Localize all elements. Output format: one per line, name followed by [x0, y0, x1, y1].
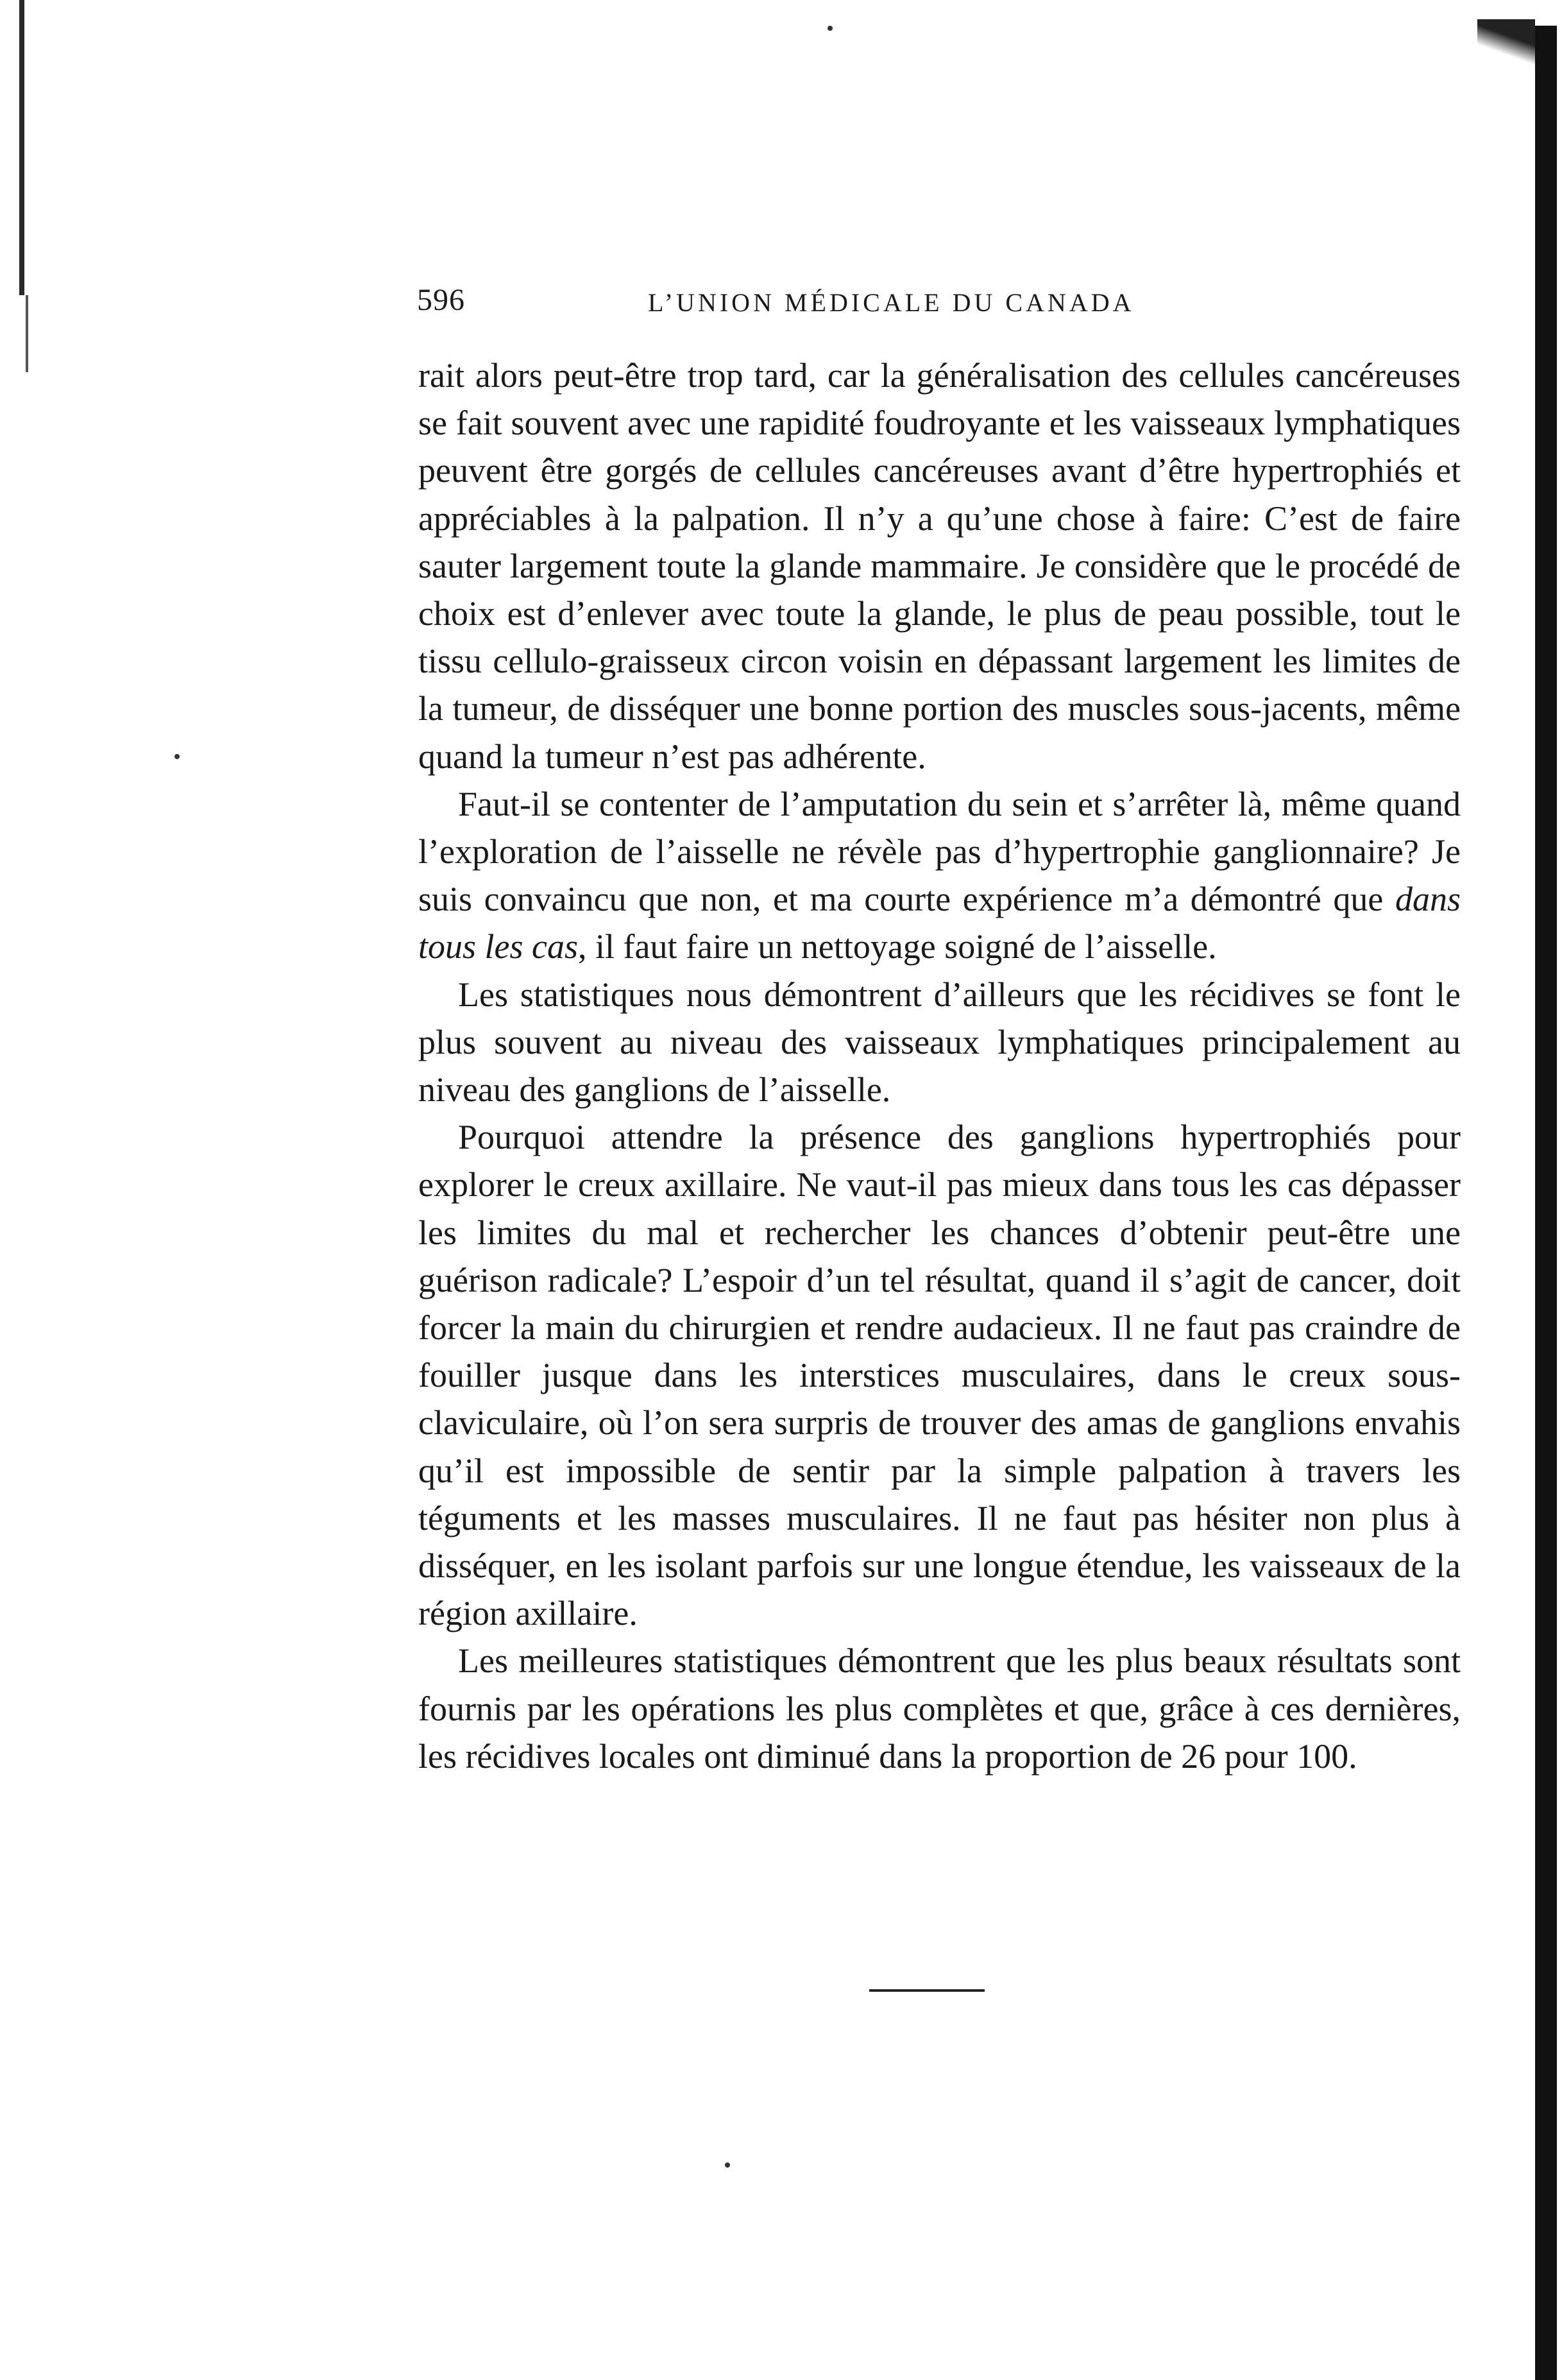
- paragraph: [418, 352, 1461, 780]
- scan-edge-right-corner: [1477, 19, 1535, 64]
- scan-edge-right: [1535, 26, 1557, 2380]
- scan-speck: [725, 2162, 730, 2168]
- text-run: rait alors peut-être trop tard, car la généralisation des cellules cancéreuses se fait souvent avec une rapidité foudroyante et les vaisseaux lymphatiques peuvent être gorgés de cellules cancéreuses avant d’être hypertrophiés et appréciables à la palpation. Il n’y a qu’une chose à faire: C’est de faire sauter largement toute la glande mammaire. Je considère que le procédé de choix est d’enlever avec toute la glande, le plus de peau possible, tout le tissu cellulo-graisseux circon voisin en dépassant largement les limites de la tumeur, de disséquer une bonne portion des muscles sous-jacents, même quand la tumeur n’est pas adhérente.: [418, 356, 1461, 776]
- text-run: Les statistiques nous démontrent d’ailleurs que les récidives se font le plus souvent au niveau des vaisseaux lymphatiques principalement au niveau des ganglions de l’aisselle.: [418, 975, 1461, 1109]
- body-text: [418, 352, 1461, 1780]
- scan-speck: [828, 26, 833, 31]
- section-end-rule: [869, 1989, 985, 1992]
- page-number: 596: [417, 283, 465, 317]
- paragraph: [418, 780, 1461, 971]
- paragraph: [418, 1113, 1461, 1637]
- running-title: L’UNION MÉDICALE DU CANADA: [648, 288, 1135, 317]
- italic-text-run: dans tous les cas: [418, 880, 1461, 966]
- scan-speck: [174, 754, 180, 759]
- scan-edge-left-mark: [26, 295, 28, 372]
- scan-edge-left: [19, 0, 24, 295]
- text-run: Faut-il se contenter de l’amputation du sein et s’arrêter là, même quand l’exploration de l’aisselle ne révèle pas d’hypertrophie ganglionnaire? Je suis convaincu que non, et ma courte expérience m’a démontré que: [418, 784, 1461, 919]
- page-header: [417, 282, 1443, 321]
- text-run: , il faut faire un nettoyage soigné de l’aisselle.: [578, 927, 1217, 966]
- text-run: Les meilleures statistiques démontrent que les plus beaux résultats sont fournis par les opérations les plus complètes et que, grâce à ces dernières, les récidives locales ont diminué dans la proportion de 26 pour 100.: [418, 1641, 1461, 1776]
- paragraph: [418, 971, 1461, 1114]
- paragraph: [418, 1637, 1461, 1780]
- text-run: Pourquoi attendre la présence des ganglions hypertrophiés pour explorer le creux axillaire. Ne vaut-il pas mieux dans tous les cas dépasser les limites du mal et rechercher les chances d’obtenir peut-être une guérison radicale? L’espoir d’un tel résultat, quand il s’agit de cancer, doit forcer la main du chirurgien et rendre audacieux. Il ne faut pas craindre de fouiller jusque dans les interstices musculaires, dans le creux sous-claviculaire, où l’on sera surpris de trouver des amas de ganglions envahis qu’il est impossible de sentir par la simple palpation à travers les téguments et les masses musculaires. Il ne faut pas hésiter non plus à disséquer, en les isolant parfois sur une longue étendue, les vaisseaux de la région axillaire.: [418, 1118, 1461, 1633]
